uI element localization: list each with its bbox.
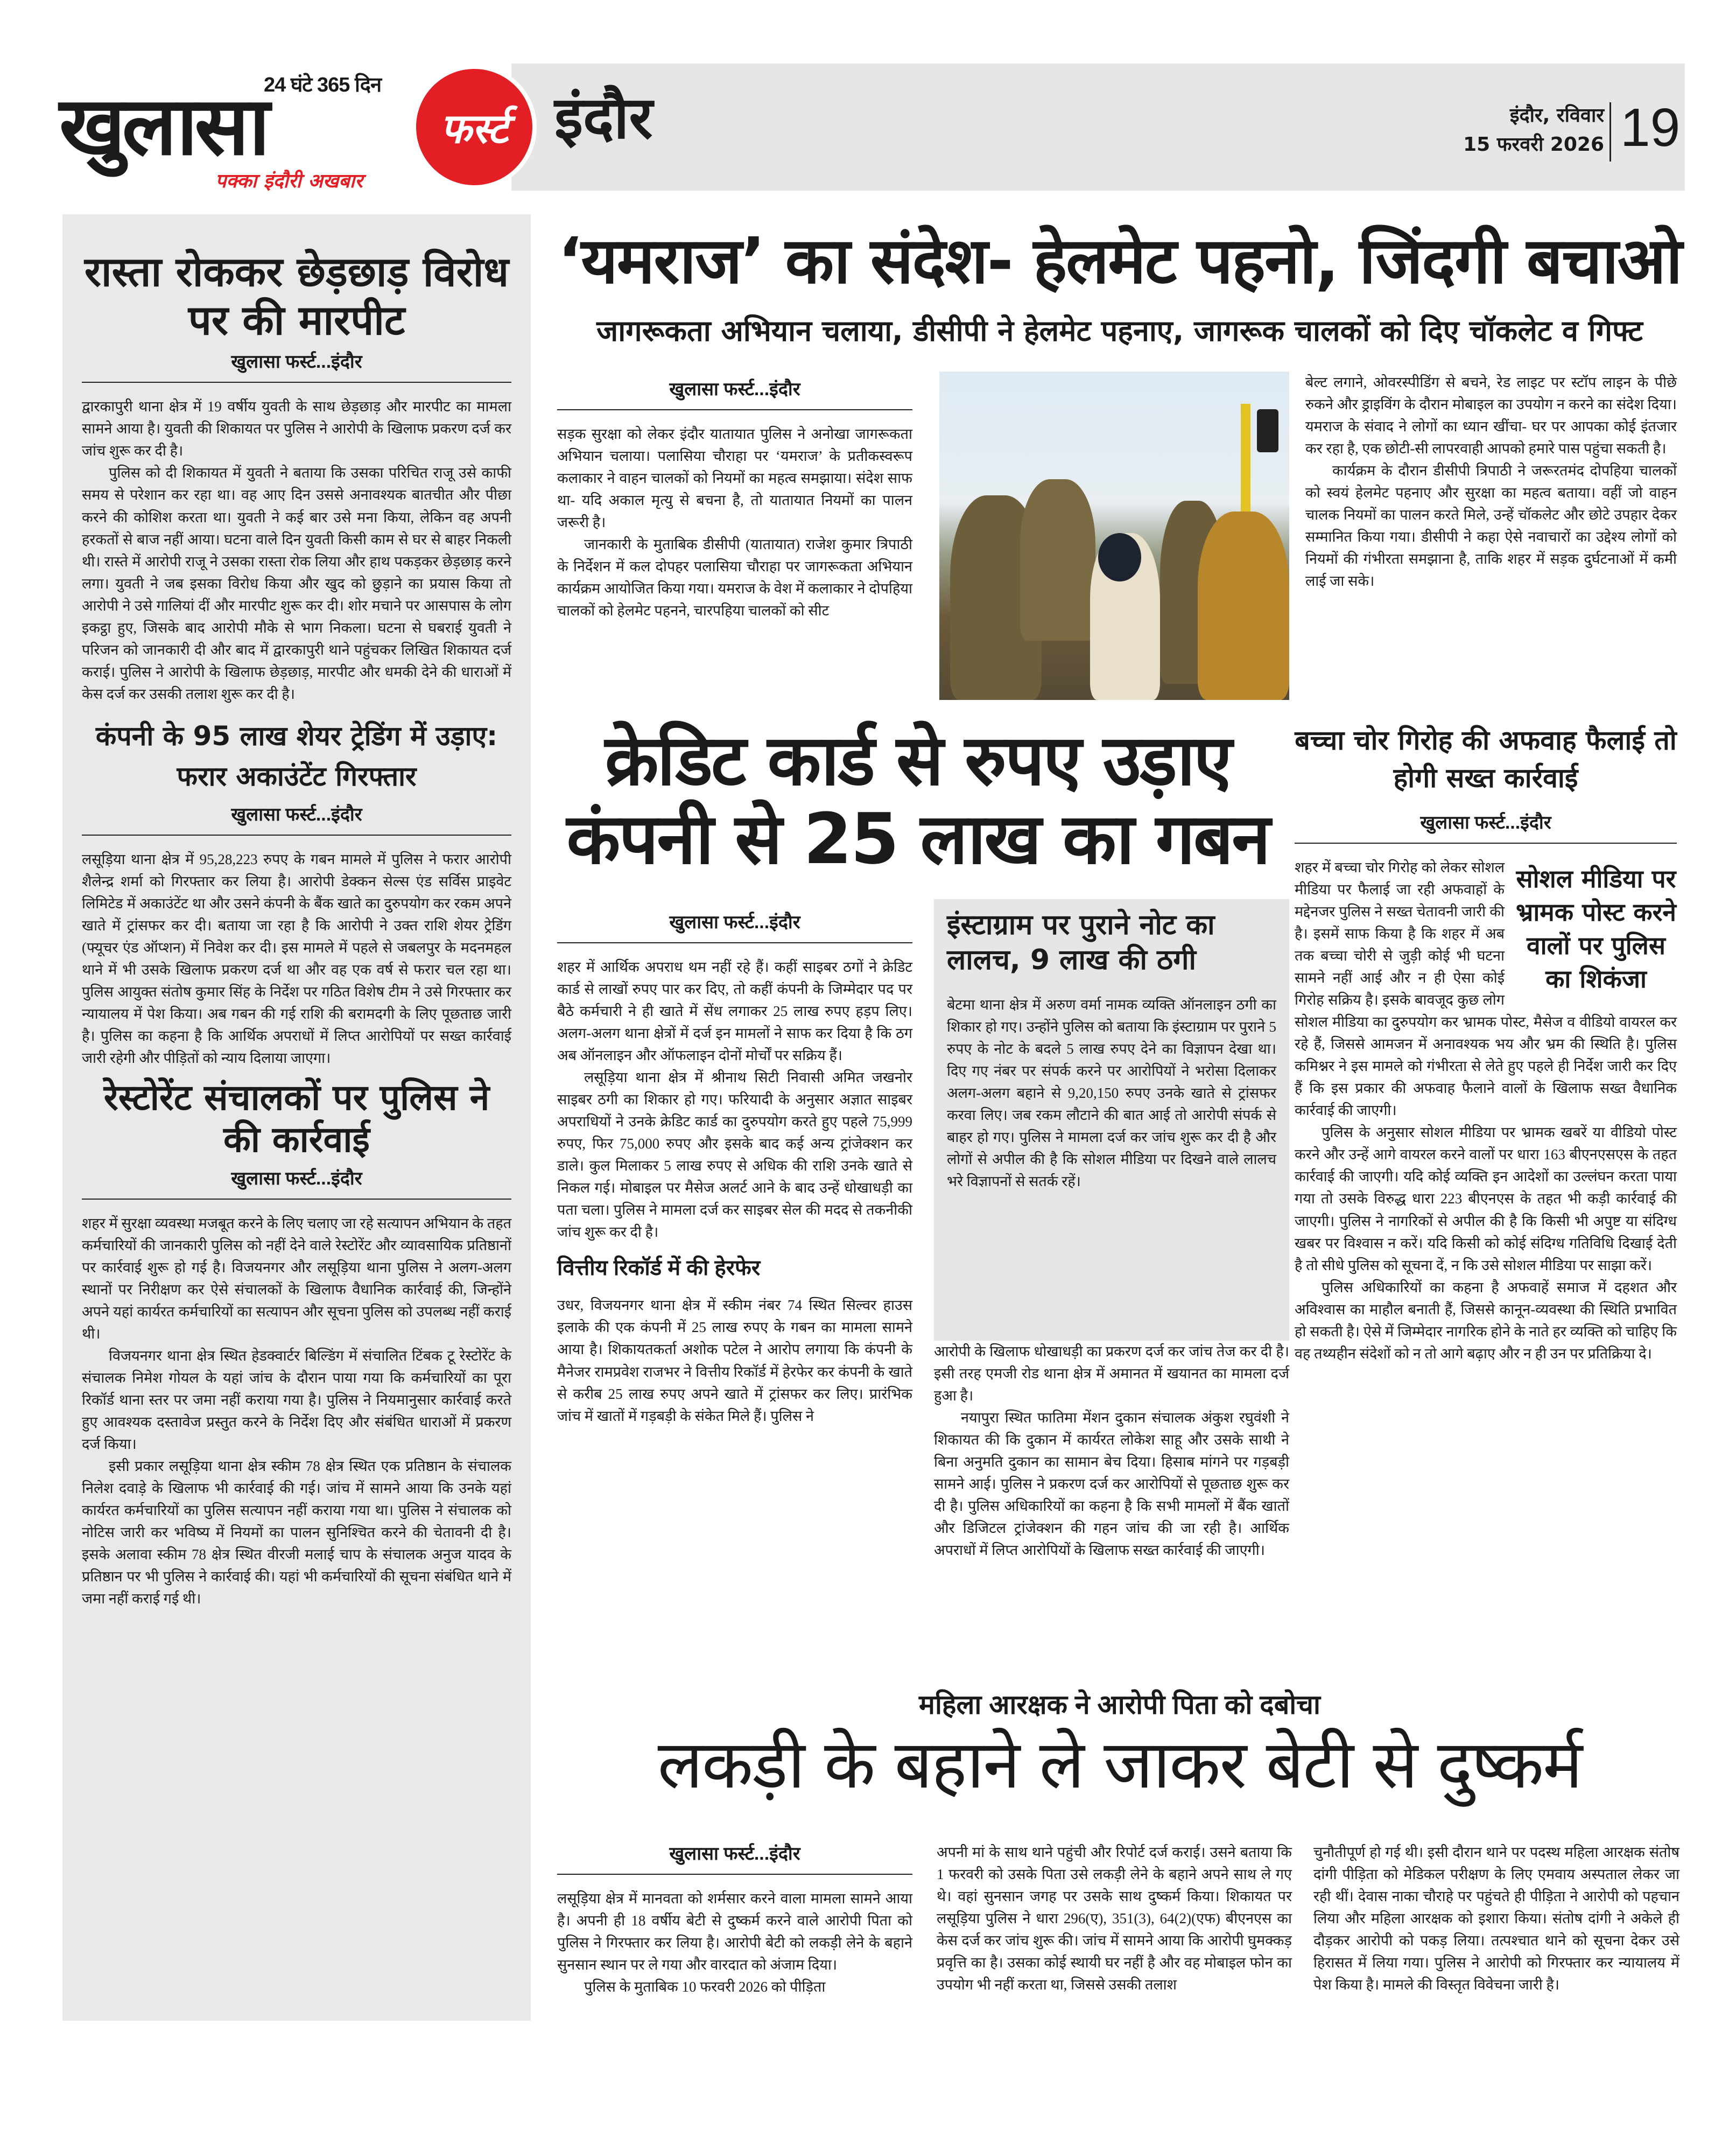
paragraph: पुलिस के अनुसार सोशल मीडिया पर भ्रामक खबरें या वीडियो पोस्ट करने और उन्हें आगे वायरल करने वालों पर धारा 163 बीएनएसएस के तहत कार्रवाई की जाएगी। यदि कोई व्यक्ति इन आदेशों का उल्लंघन करता पाया गया तो उसके विरुद्ध धारा 223 बीएनएस के तहत भी कड़ी कार्रवाई की जाएगी। पुलिस ने नागरिकों से अपील की है कि किसी भी अपुष्ट या संदिग्ध खबर पर विश्वास न करें। यदि किसी को कोई संदिग्ध गतिविधि दिखाई देती है तो सीधे पुलिस को सूचना दें, न कि उसे सोशल मीडिया पर साझा करें। xyxy=(1295,1124,1677,1273)
story-body xyxy=(557,423,912,622)
story-restaurant-action xyxy=(82,1077,511,1610)
bottom-story-column-2 xyxy=(937,1841,1292,1996)
bottom-story-kicker: महिला आरक्षक ने आरोपी पिता को दबोचा xyxy=(919,1690,1320,1720)
paragraph: शहर में बच्चा चोर गिरोह को लेकर सोशल मीडिया पर फैलाई जा रही अफवाहों के मद्देनजर पुलिस ने सख्त चेतावनी जारी की है। इसमें साफ किया है कि शहर में अब तक बच्चा चोरी से जुड़ी कोई भी घटना सामने नहीं आई और न ही ऐसा कोई गिरोह सक्रिय है। इसके बावजूद कुछ लोग सोशल मीडिया का दुरुपयोग कर भ्रामक पोस्ट, मैसेज व वीडियो वायरल कर रहे हैं, जिससे आमजन में अनावश्यक भय और भ्रम की स्थिति है। पुलिस कमिश्नर ने इस मामले को गंभीरता से लेते हुए पहले ही निर्देश जारी कर दिए हैं कि इस प्रकार की अफवाह फैलाने वालों के खिलाफ सख्त वैधानिक कार्रवाई की जाएगी। xyxy=(1295,859,1677,1119)
credit-card-column-2 xyxy=(934,1341,1289,1561)
logo-wordmark: खुलासा xyxy=(59,80,267,173)
paragraph: द्वारकापुरी थाना क्षेत्र में 19 वर्षीय युवती के साथ छेड़छाड़ और मारपीट का मामला सामने आया है। युवती की शिकायत पर पुलिस ने आरोपी के खिलाफ प्रकरण दर्ज कर जांच शुरू कर दी है। xyxy=(82,398,511,459)
photo-figure-officer xyxy=(1020,479,1095,641)
byline: खुलासा फर्स्ट...इंदौर xyxy=(557,1836,912,1875)
traffic-signal-pole xyxy=(1241,404,1250,512)
story-body xyxy=(557,1294,912,1427)
byline: खुलासा फर्स्ट...इंदौर xyxy=(82,797,511,836)
logo-circle-text: फर्स्ट xyxy=(440,104,509,152)
credit-card-column-1 xyxy=(557,905,912,1427)
bottom-story-column-3 xyxy=(1313,1841,1679,1996)
paragraph: कार्यक्रम के दौरान डीसीपी त्रिपाठी ने जरूरतमंद दोपहिया चालकों को स्वयं हेलमेट पहनाए और सुरक्षा का महत्व बताया। वहीं जो वाहन चालक नियमों का पालन करते मिले, उन्हें चॉकलेट और छोटे उपहार देकर सम्मानित किया गया। डीसीपी ने कहा ऐसे नवाचारों का उद्देश्य लोगों को नियमों की गंभीरता समझाना है, ताकि शहर में सड़क दुर्घटनाओं में कमी लाई जा सके। xyxy=(1305,463,1677,590)
story-body xyxy=(1313,1841,1679,1996)
paragraph: इसी प्रकार लसूड़िया थाना क्षेत्र स्कीम 78 क्षेत्र स्थित एक प्रतिष्ठान के संचालक निलेश दवाड़े के खिलाफ भी कार्रवाई की गई। जांच में सामने आया कि उनके यहां कार्यरत कर्मचारियों का पुलिस सत्यापन नहीं कराया गया था। पुलिस ने संचालक को नोटिस जारी कर भविष्य में नियमों का पालन सुनिश्चित करने की चेतावनी दी है। इसके अलावा स्कीम 78 क्षेत्र स्थित वीरजी मलाई चाप के संचालक अनुज यादव के प्रतिष्ठान पर भी पुलिस ने कार्रवाई की। यहां भी कर्मचारियों की सूचना संबंधित थाने में जमा नहीं कराई गई थी। xyxy=(82,1458,511,1607)
story-body xyxy=(1295,857,1677,1365)
paragraph: पुलिस के मुताबिक 10 फरवरी 2026 को पीड़िता xyxy=(584,1979,826,1995)
yamraj-column-1 xyxy=(557,372,912,622)
story-share-trading-fraud xyxy=(82,716,511,1069)
helmet-icon xyxy=(1098,533,1141,581)
masthead xyxy=(0,0,1736,215)
yamraj-campaign-photo[interactable] xyxy=(939,372,1289,700)
story-subheadline: वित्तीय रिकॉर्ड में की हेरफेर xyxy=(557,1256,761,1280)
yamraj-column-3 xyxy=(1305,372,1677,592)
divider xyxy=(1610,102,1611,162)
bottom-story-headline[interactable]: लकड़ी के बहाने ले जाकर बेटी से दुष्कर्म xyxy=(657,1726,1582,1804)
box-headline[interactable]: इंस्टाग्राम पर पुराने नोट का लालच, 9 लाख की ठगी xyxy=(947,909,1215,976)
story-body xyxy=(557,956,912,1243)
paragraph: बेटमा थाना क्षेत्र में अरुण वर्मा नामक व्यक्ति ऑनलाइन ठगी का शिकार हो गए। उन्होंने पुलिस को बताया कि इंस्टाग्राम पर पुराने 5 रुपए के नोट के बदले 5 लाख रुपए देने का विज्ञापन देखा था। दिए गए नंबर पर संपर्क करने पर आरोपियों ने भरोसा दिलाकर अलग-अलग बहाने से 9,20,150 रुपए उनके खाते से ट्रांसफर करवा लिए। जब रकम लौटाने की बात आई तो आरोपी संपर्क से बाहर हो गए। पुलिस ने मामला दर्ज कर जांच शुरू कर दी है और लोगों से अपील की है कि सोशल मीडिया पर दिखने वाले लालच भरे विज्ञापनों से सतर्क रहें। xyxy=(947,997,1276,1190)
lead-subheadline: जागरूकता अभियान चलाया, डीसीपी ने हेलमेट पहनाए, जागरूक चालकों को दिए चॉकलेट व गिफ्ट xyxy=(596,314,1643,348)
story-body xyxy=(82,396,511,705)
instagram-fraud-box xyxy=(934,899,1289,1341)
byline: खुलासा फर्स्ट...इंदौर xyxy=(82,1161,511,1200)
story-body xyxy=(937,1841,1292,1996)
logo-tagline-bottom: पक्का इंदौरी अखबार xyxy=(215,170,363,192)
logo-tagline-top: 24 घंटे 365 दिन xyxy=(264,74,382,96)
paragraph: जानकारी के मुताबिक डीसीपी (यातायात) राजेश कुमार त्रिपाठी के निर्देशन में कल दोपहर पलासिया चौराहा पर जागरूकता अभियान कार्यक्रम आयोजित किया गया। यमराज के वेश में कलाकार ने दोपहिया चालकों को हेलमेट पहनने, चारपहिया चालकों को सीट xyxy=(557,536,912,619)
dateline xyxy=(1453,101,1604,159)
story-body xyxy=(1305,372,1677,592)
paragraph: लसूड़िया क्षेत्र में मानवता को शर्मसार करने वाला मामला सामने आया है। अपनी ही 18 वर्षीय बेटी से दुष्कर्म करने वाले आरोपी पिता को पुलिस ने गिरफ्तार कर लिया है। आरोपी बेटी को लकड़ी लेने के बहाने सुनसान स्थान पर ले गया और वारदात को अंजाम दिया। xyxy=(557,1890,912,1973)
story-body xyxy=(82,849,511,1069)
newspaper-logo[interactable] xyxy=(59,59,533,194)
dateline-city-day: इंदौर, रविवार xyxy=(1509,104,1604,127)
story-headline[interactable]: रेस्टोरेंट संचालकों पर पुलिस ने की कार्रवाई xyxy=(103,1077,490,1160)
byline: खुलासा फर्स्ट...इंदौर xyxy=(82,344,511,383)
paragraph: चुनौतीपूर्ण हो गई थी। इसी दौरान थाने पर पदस्थ महिला आरक्षक संतोष दांगी पीड़िता को मेडिकल परीक्षण के लिए एमवाय अस्पताल लेकर जा रही थीं। देवास नाका चौराहे पर पहुंचते ही पीड़िता ने आरोपी को पहचान लिया और महिला आरक्षक को इशारा किया। संतोष दांगी ने अकेले ही दौड़कर आरोपी को पकड़ लिया। तत्पश्चात थाने को सूचना देकर उसे हिरासत में लिया गया। पुलिस ने आरोपी को गिरफ्तार कर न्यायालय में पेश किया है। मामले की विस्तृत विवेचना जारी है। xyxy=(1313,1844,1679,1993)
story-body xyxy=(557,1888,912,1998)
paragraph: सड़क सुरक्षा को लेकर इंदौर यातायात पुलिस ने अनोखा जागरूकता अभियान चलाया। पलासिया चौराहा पर ‘यमराज’ के प्रतीकस्वरूप कलाकार ने वाहन चालकों को नियमों का महत्व समझाया। संदेश साफ था- यदि अकाल मृत्यु से बचना है, तो यातायात नियमों का पालन जरूरी है। xyxy=(557,426,912,531)
photo-figure-yamraj xyxy=(1198,512,1289,700)
bottom-story-column-1 xyxy=(557,1836,912,1998)
paragraph: लसूड़िया थाना क्षेत्र में श्रीनाथ सिटी निवासी अमित जखनोर साइबर ठगी का शिकार हो गए। फरियादी के अनुसार अज्ञात साइबर अपराधियों ने उनके क्रेडिट कार्ड का दुरुपयोग करते हुए पहले 75,999 रुपए, फिर 75,000 रुपए और इसके बाद कई अन्य ट्रांजेक्शन कर डाले। कुल मिलाकर 5 लाख रुपए से अधिक की राशि उनके खाते से निकल गई। मोबाइल पर मैसेज अलर्ट आने के बाद उन्हें धोखाधड़ी का पता चला। पुलिस ने मामला दर्ज कर साइबर सेल की मदद से तकनीकी जांच शुरू कर दी है। xyxy=(557,1069,912,1241)
paragraph: पुलिस को दी शिकायत में युवती ने बताया कि उसका परिचित राजू उसे काफी समय से परेशान कर रहा था। वह आए दिन उससे अनावश्यक बातचीत और पीछा करने की कोशिश करता था। युवती ने कई बार उसे मना किया, लेकिन वह अपनी हरकतों से बाज नहीं आया। घटना वाले दिन युवती किसी काम से घर से बाहर निकली थी। रास्ते में आरोपी राजू ने उसका रास्ता रोक लिया और हाथ पकड़कर छेड़छाड़ करने लगा। युवती ने जब इसका विरोध किया और खुद को छुड़ाने का प्रयास किया तो आरोपी ने उसे गालियां दीं और मारपीट शुरू कर दी। शोर मचाने पर आसपास के लोग इकट्ठा हुए, जिसके बाद आरोपी मौके से भाग निकला। घटना से घबराई युवती ने परिजन को जानकारी दी और बाद में द्वारकापुरी थाने पहुंचकर लिखित शिकायत दर्ज कराई। पुलिस ने आरोपी के खिलाफ छेड़छाड़, मारपीट और धमकी देने की धाराओं में केस दर्ज कर उसकी तलाश शुरू कर दी है। xyxy=(82,465,511,702)
credit-card-headline[interactable]: क्रेडिट कार्ड से रुपए उड़ाए कंपनी से 25 लाख का गबन xyxy=(566,719,1269,880)
child-theft-headline[interactable]: बच्चा चोर गिरोह की अफवाह फैलाई तो होगी सख्त कार्रवाई xyxy=(1295,725,1677,794)
traffic-light-icon xyxy=(1257,409,1278,452)
paragraph: अपनी मां के साथ थाने पहुंची और रिपोर्ट दर्ज कराई। उसने बताया कि 1 फरवरी को उसके पिता उसे लकड़ी लेने के बहाने अपने साथ ले गए थे। वहां सुनसान जगह पर उसके साथ दुष्कर्म किया। शिकायत पर लसूड़िया पुलिस ने धारा 296(ए), 351(3), 64(2)(एफ) बीएनएस का केस दर्ज कर जांच शुरू की। जांच में सामने आया कि आरोपी घुमक्कड़ प्रवृत्ति का है। उसका कोई स्थायी घर नहीं है और वह मोबाइल फोन का उपयोग भी नहीं करता था, जिससे उसकी तलाश xyxy=(937,1844,1292,1993)
child-theft-column xyxy=(1295,805,1677,1365)
dateline-date: 15 फरवरी 2026 xyxy=(1463,134,1604,156)
story-molestation xyxy=(82,248,511,705)
byline: खुलासा फर्स्ट...इंदौर xyxy=(557,372,912,410)
lead-headline[interactable]: ‘यमराज’ का संदेश- हेलमेट पहनो, जिंदगी बचाओ xyxy=(558,223,1682,298)
paragraph: उधर, विजयनगर थाना क्षेत्र में स्कीम नंबर 74 स्थित सिल्वर हाउस इलाके की एक कंपनी में 25 लाख रुपए के गबन का मामला सामने आया है। शिकायतकर्ता अशोक पटेल ने आरोप लगाया कि कंपनी के मैनेजर रामप्रवेश राजभर ने वित्तीय रिकॉर्ड में हेरफेर कर कंपनी के खाते से करीब 25 लाख रुपए अपने खाते में ट्रांसफर कर लिए। प्रारंभिक जांच में खातों में गड़बड़ी के संकेत मिले हैं। पुलिस ने xyxy=(557,1297,912,1424)
story-body xyxy=(934,1341,1289,1561)
page-number: 19 xyxy=(1620,97,1681,158)
paragraph: विजयनगर थाना क्षेत्र स्थित हेडक्वार्टर बिल्डिंग में संचालित टिंबक टू रेस्टोरेंट के संचालक निमेश गोयल के यहां जांच के दौरान पाया गया कि कर्मचारियों का पूरा रिकॉर्ड थाना स्तर पर जमा नहीं कराया गया है। पुलिस ने नियमानुसार कार्रवाई करते हुए आवश्यक दस्तावेज प्रस्तुत करने के निर्देश दिए और संबंधित धाराओं में प्रकरण दर्ज किया। xyxy=(82,1348,511,1453)
paragraph: आरोपी के खिलाफ धोखाधड़ी का प्रकरण दर्ज कर जांच तेज कर दी है। इसी तरह एमजी रोड थाना क्षेत्र में अमानत में खयानत का मामला दर्ज हुआ है। xyxy=(934,1343,1289,1404)
paragraph: पुलिस अधिकारियों का कहना है अफवाहें समाज में दहशत और अविश्वास का माहौल बनाती हैं, जिससे कानून-व्यवस्था की स्थिति प्रभावित हो सकती है। ऐसे में जिम्मेदार नागरिक होने के नाते हर व्यक्ति को चाहिए कि वह तथ्यहीन संदेशों को न तो आगे बढ़ाए और न ही उन पर प्रतिक्रिया दे। xyxy=(1295,1279,1677,1362)
paragraph: शहर में आर्थिक अपराध थम नहीं रहे हैं। कहीं साइबर ठगों ने क्रेडिट कार्ड से लाखों रुपए पार कर दिए, तो कहीं कंपनी के जिम्मेदार पद पर बैठे कर्मचारी ने ही खाते में सेंध लगाकर 25 लाख रुपए हड़प लिए। अलग-अलग थाना क्षेत्रों में दर्ज इन मामलों ने साफ कर दिया है कि ठग अब ऑनलाइन और ऑफलाइन दोनों मोर्चों पर सक्रिय हैं। xyxy=(557,959,912,1064)
box-body xyxy=(947,994,1276,1193)
byline: खुलासा फर्स्ट...इंदौर xyxy=(1295,805,1677,844)
pull-quote: सोशल मीडिया पर भ्रामक पोस्ट करने वालों पर पुलिस का शिकंजा xyxy=(1516,864,1676,994)
left-column xyxy=(62,214,531,2021)
story-headline[interactable]: कंपनी के 95 लाख शेयर ट्रेडिंग में उड़ाए: फरार अकाउंटेंट गिरफ्तार xyxy=(95,720,498,792)
paragraph: नयापुरा स्थित फातिमा मेंशन दुकान संचालक अंकुश रघुवंशी ने शिकायत की कि दुकान में कार्यरत लोकेश साहू और उसके साथी ने बिना अनुमति दुकान का सामान बेच दिया। हिसाब मांगने पर गड़बड़ी सामने आई। पुलिस ने प्रकरण दर्ज कर आरोपियों से पूछताछ शुरू कर दी है। पुलिस अधिकारियों का कहना है कि सभी मामलों में बैंक खातों और डिजिटल ट्रांजेक्शन की गहन जांच की जा रही है। आर्थिक अपराधों में लिप्त आरोपियों के खिलाफ सख्त कार्रवाई की जाएगी। xyxy=(934,1410,1289,1559)
paragraph: शहर में सुरक्षा व्यवस्था मजबूत करने के लिए चलाए जा रहे सत्यापन अभियान के तहत कर्मचारियों की जानकारी पुलिस को नहीं देने वाले रेस्टोरेंट और व्यावसायिक प्रतिष्ठानों पर कार्रवाई शुरू हो गई है। विजयनगर और लसूड़िया थाना पुलिस ने अलग-अलग स्थानों पर निरीक्षण कर ऐसे संचालकों के खिलाफ वैधानिक कार्रवाई की, जिन्होंने अपने यहां कार्यरत कर्मचारियों का सत्यापन और सूचना पुलिस को उपलब्ध नहीं कराई थी। xyxy=(82,1215,511,1342)
byline: खुलासा फर्स्ट...इंदौर xyxy=(557,905,912,943)
paragraph: बेल्ट लगाने, ओवरस्पीडिंग से बचने, रेड लाइट पर स्टॉप लाइन के पीछे रुकने और ड्राइविंग के दौरान मोबाइल का उपयोग न करने का संदेश दिया। यमराज के संवाद ने लोगों का ध्यान खींचा- घर पर आपका कोई इंतजार कर रहा है, एक छोटी-सी लापरवाही आपको हमारे पास पहुंचा सकती है। xyxy=(1305,374,1677,457)
paragraph: लसूड़िया थाना क्षेत्र में 95,28,223 रुपए के गबन मामले में पुलिस ने फरार आरोपी शैलेन्द्र शर्मा को गिरफ्तार कर लिया है। आरोपी डेक्कन सेल्स एंड सर्विस प्राइवेट लिमिटेड में अकाउंटेंट था और उसने कंपनी के बैंक खाते का दुरुपयोग कर रकम अपने खाते में ट्रांसफर कर दी। बताया जा रहा है कि आरोपी ने उक्त राशि शेयर ट्रेडिंग (फ्यूचर एंड ऑप्शन) में निवेश कर दी। इस मामले में पहले से जबलपुर के मदनमहल थाने में भी उसके खिलाफ प्रकरण दर्ज था और वह एक वर्ष से फरार चल रहा था। पुलिस आयुक्त संतोष कुमार सिंह के निर्देश पर गठित विशेष टीम ने उसे गिरफ्तार कर न्यायालय में पेश किया। अब गबन की गई राशि की बरामदगी के लिए पूछताछ जारी है। पुलिस का कहना है कि आर्थिक अपराधों में लिप्त आरोपियों पर सख्त कार्रवाई जारी रहेगी और पीड़ितों को न्याय दिलाया जाएगा। xyxy=(82,851,511,1067)
logo-red-circle-icon xyxy=(412,65,537,190)
story-headline[interactable]: रास्ता रोककर छेड़छाड़ विरोध पर की मारपीट xyxy=(84,248,509,344)
story-body xyxy=(82,1213,511,1610)
edition-city: इंदौर xyxy=(554,85,653,152)
